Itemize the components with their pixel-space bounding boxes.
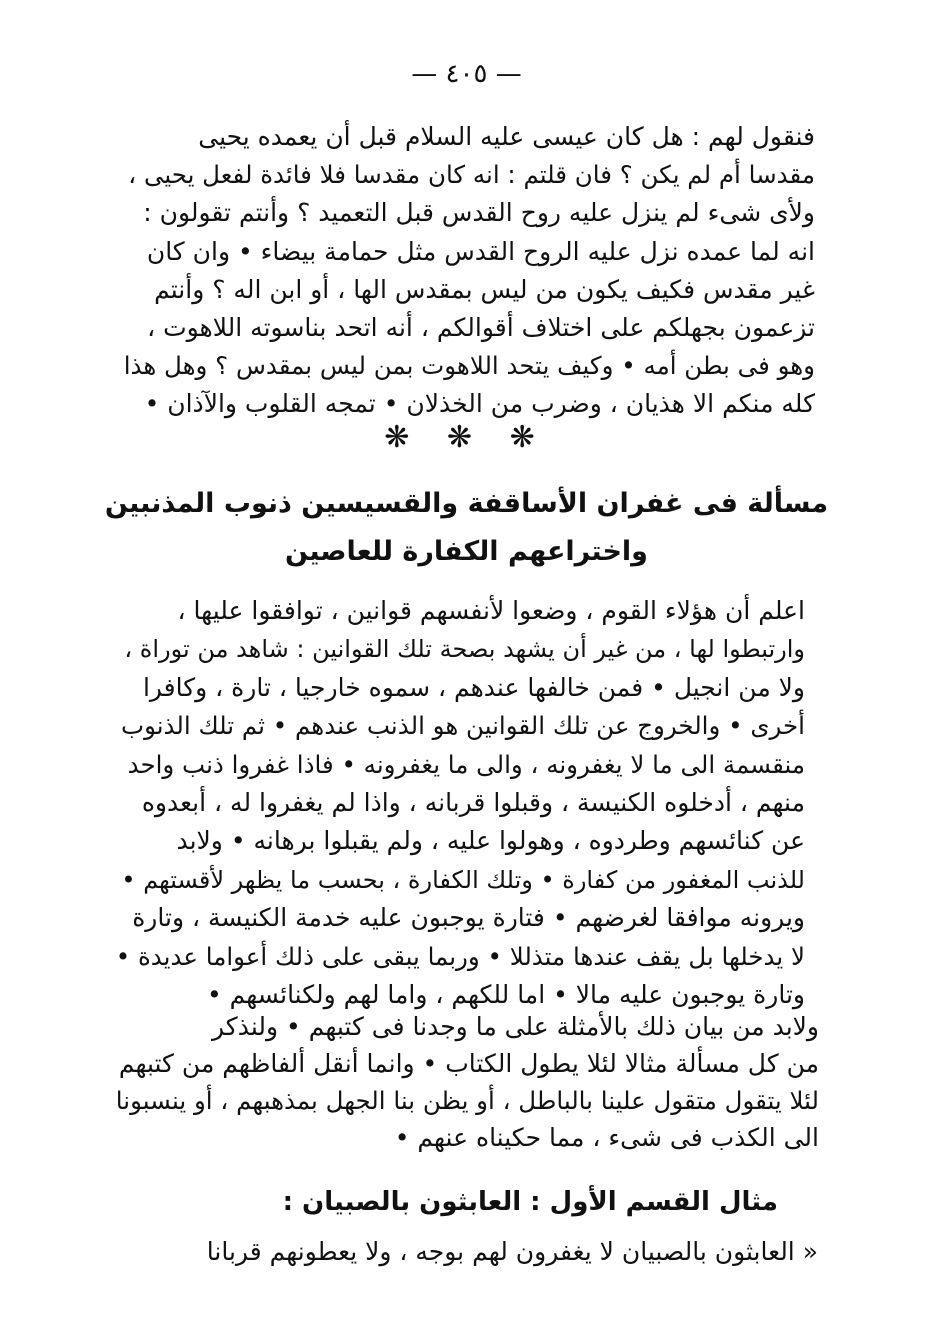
paragraph-line: اعلم أن هؤلاء القوم ، وضعوا لأنفسهم قوانين ، توافقوا عليها ، (177, 596, 805, 625)
paragraph-line: منقسمة الى ما لا يغفرونه ، والى ما يغفرونه • فاذا غفروا ذنب واحد (127, 749, 805, 779)
paragraph-1 (115, 118, 815, 424)
paragraph-line: ولأى شىء لم ينزل عليه روح القدس قبل التعميد ؟ وأنتم تقولون : (143, 198, 815, 228)
paragraph-line: تزعمون بجهلكم على اختلاف أقوالكم ، أنه اتحد بناسوته اللاهوت ، (147, 312, 815, 342)
paragraph-line: ولابد من بيان ذلك بالأمثلة على ما وجدنا فى كتبهم • ولنذكر (212, 1012, 819, 1041)
paragraph-line: وتارة يوجبون عليه مالا • اما للكهم ، واما لهم ولكنائسهم • (206, 979, 805, 1009)
section-heading-line-1: مسألة فى غفران الأساقفة والقسيسين ذنوب المذنبين (104, 488, 829, 519)
paragraph-line: للذنب المغفور من كفارة • وتلك الكفارة ، بحسب ما يظهر لأقستهم • (121, 865, 805, 894)
paragraph-line: ويرونه موافقا لغرضهم • فتارة يوجبون عليه خدمة الكنيسة ، وتارة (132, 903, 805, 933)
section-separator: ❋ ❋ ❋ (384, 420, 549, 455)
paragraph-line: لئلا يتقول متقول علينا بالباطل ، أو يظن بنا الجهل بمذهبهم ، أو ينسبونا (115, 1086, 819, 1115)
paragraph-line: أخرى • والخروج عن تلك القوانين هو الذنب عندهم • ثم تلك الذنوب (121, 711, 805, 741)
paragraph-line: فنقول لهم : هل كان عيسى عليه السلام قبل أن يعمده يحيى (198, 122, 815, 151)
paragraph-line: مقدسا أم لم يكن ؟ فان قلتم : انه كان مقدسا فلا فائدة لفعل يحيى ، (128, 160, 815, 190)
paragraph-2 (115, 592, 805, 1014)
paragraph-line: انه لما عمده نزل عليه الروح القدس مثل حمامة بيضاء • وان كان (146, 236, 815, 266)
paragraph-3 (114, 1008, 819, 1156)
paragraph-line: وهو فى بطن أمه • وكيف يتحد اللاهوت بمن ليس بمقدس ؟ وهل هذا (123, 351, 815, 381)
paragraph-line: ولا من انجيل • فمن خالفها عندهم ، سموه خارجيا ، تارة ، وكافرا (142, 672, 805, 702)
paragraph-line: عن كنائسهم وطردوه ، وهولوا عليه ، ولم يقبلوا برهانه • ولابد (176, 826, 805, 856)
section-heading-line-2: واختراعهم الكفارة للعاصين (285, 536, 648, 567)
paragraph-line: من كل مسألة مثالا لئلا يطول الكتاب • وانما أنقل ألفاظهم من كتبهم (118, 1049, 819, 1078)
subsection-heading: مثال القسم الأول : العابثون بالصبيان : (282, 1187, 778, 1217)
paragraph-4 (108, 1232, 818, 1272)
paragraph-line: الى الكذب فى شىء ، مما حكيناه عنهم • (394, 1123, 819, 1152)
page-number: — ٤٠٥ — (411, 59, 522, 89)
paragraph-line: منهم ، أدخلوه الكنيسة ، وقبلوا قربانه ، واذا لم يغفروا له ، أبعدوه (141, 787, 805, 817)
paragraph-line: غير مقدس فكيف يكون من ليس بمقدس الها ، أو ابن اله ؟ وأنتم (154, 274, 815, 304)
paragraph-line: وارتبطوا لها ، من غير أن يشهد بصحة تلك القوانين : شاهد من توراة ، (124, 635, 805, 664)
paragraph-line: لا يدخلها بل يقف عندها متذللا • وربما يبقى على ذلك أعواما عديدة • (115, 941, 805, 971)
paragraph-line: كله منكم الا هذيان ، وضرب من الخذلان • تمجه القلوب والآذان • (144, 389, 815, 419)
paragraph-line: « العابثون بالصبيان لا يغفرون لهم بوجه ، ولا يعطونهم قربانا (206, 1237, 818, 1266)
